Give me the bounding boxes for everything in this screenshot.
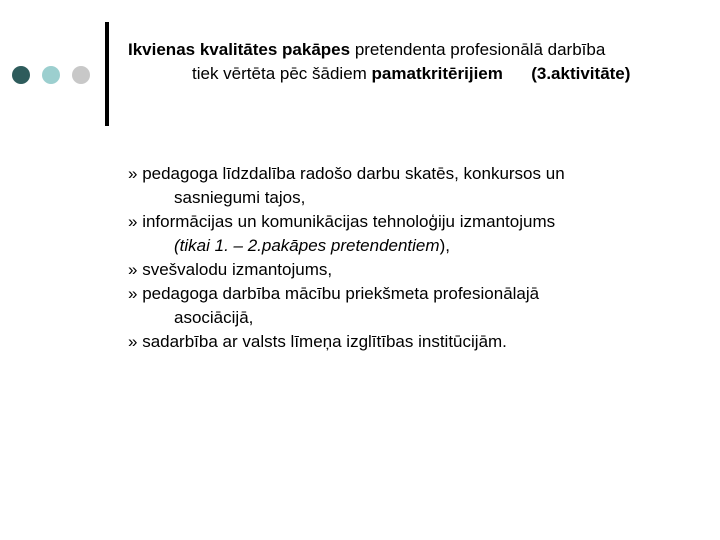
bullet-marker: » [128,260,138,279]
bullet-continuation: sasniegumi tajos, [174,188,306,207]
title-rest: pretendenta profesionālā darbība [350,40,606,59]
title-bold-part: Ikvienas kvalitātes pakāpes [128,40,351,59]
bullet-marker: » [128,284,138,303]
criteria-list [128,162,698,354]
list-item [128,258,698,282]
title-divider-bar [105,22,109,126]
bullet-continuation: ), [439,236,450,255]
list-item [128,210,698,258]
bullet-text: pedagoga līdzdalība radošo darbu skatēs, konkursos un [137,164,565,183]
decorative-dot-teal [42,66,60,84]
title-gap [503,64,531,83]
list-item [128,162,698,210]
title-line2-pre: tiek vērtēta pēc šādiem [192,64,372,83]
bullet-marker: » [128,332,138,351]
bullet-marker: » [128,164,138,183]
bullet-text: sadarbība ar valsts līmeņa izglītības institūcijām. [137,332,507,351]
bullet-text: svešvalodu izmantojums, [137,260,333,279]
bullet-text: informācijas un komunikācijas tehnoloģiju izmantojums [137,212,556,231]
decorative-dot-dark [12,66,30,84]
slide-title [128,38,708,86]
bullet-marker: » [128,212,138,231]
bullet-continuation: asociācijā, [174,308,254,327]
list-item [128,282,698,330]
title-line2-bold: pamatkritērijiem [371,64,503,83]
list-item [128,330,698,354]
title-line2-end: (3.aktivitāte) [531,64,631,83]
decorative-dot-gray [72,66,90,84]
bullet-text: pedagoga darbība mācību priekšmeta profesionālajā [137,284,540,303]
bullet-italic-note: (tikai 1. – 2.pakāpes pretendentiem [174,236,440,255]
